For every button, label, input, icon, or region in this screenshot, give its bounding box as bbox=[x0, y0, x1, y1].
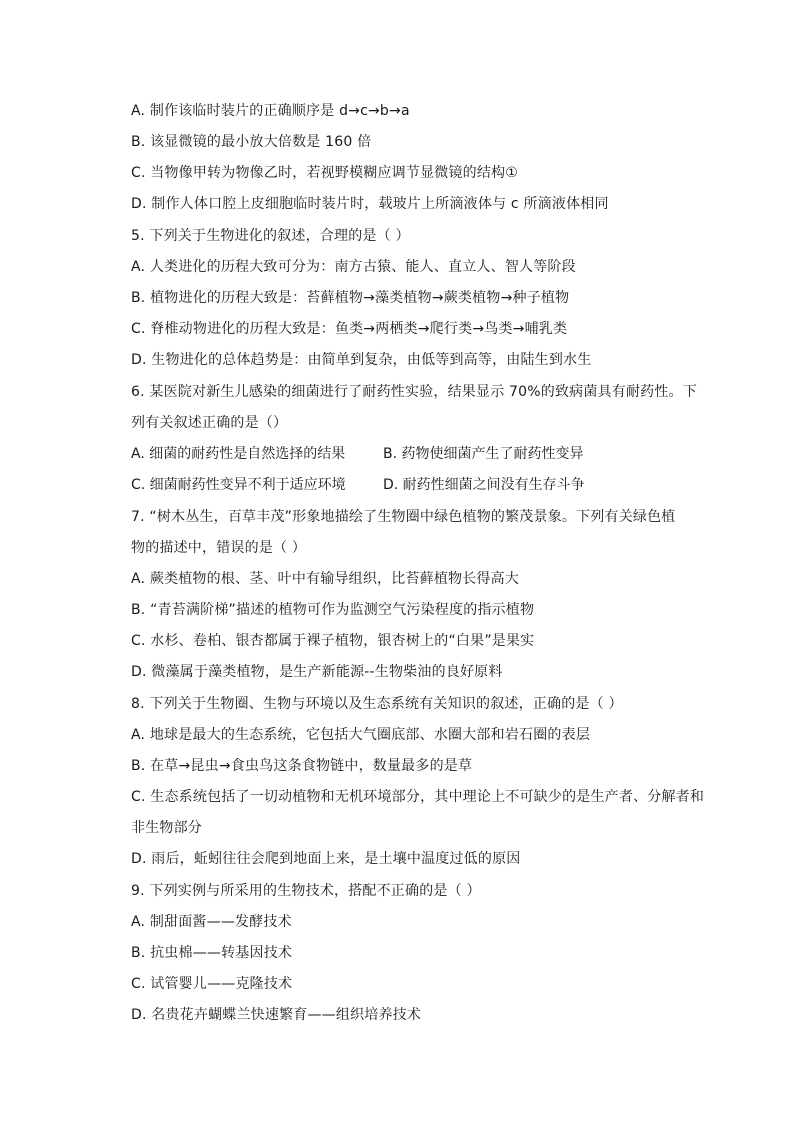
q6-option-b: B. 药物使细菌产生了耐药性变异 bbox=[383, 446, 584, 462]
q7-stem-line1: 7. “树木丛生，百草丰茂”形象地描绘了生物圈中绿色植物的繁茂景象。下列有关绿色植 bbox=[131, 509, 676, 525]
q6-stem-line2: 列有关叙述正确的是（） bbox=[131, 415, 288, 431]
q6-option-a: A. 细菌的耐药性是自然选择的结果 bbox=[131, 446, 346, 462]
q7-stem-line2: 物的描述中，错误的是（ ） bbox=[131, 540, 307, 556]
q8-option-c-line1: C. 生态系统包括了一切动植物和无机环境部分，其中理论上不可缺少的是生产者、分解者和 bbox=[131, 789, 705, 805]
q5-option-b: B. 植物进化的历程大致是：苔藓植物→藻类植物→蕨类植物→种子植物 bbox=[131, 290, 570, 306]
q7-option-a: A. 蕨类植物的根、茎、叶中有输导组织，比苔藓植物长得高大 bbox=[131, 571, 520, 587]
q5-option-c: C. 脊椎动物进化的历程大致是：鱼类→两栖类→爬行类→鸟类→哺乳类 bbox=[131, 321, 568, 337]
q6-option-c: C. 细菌耐药性变异不利于适应环境 bbox=[131, 477, 346, 493]
q5-option-a: A. 人类进化的历程大致可分为：南方古猿、能人、直立人、智人等阶段 bbox=[131, 259, 576, 275]
q5-option-d: D. 生物进化的总体趋势是：由简单到复杂，由低等到高等，由陆生到水生 bbox=[131, 352, 592, 368]
q6-option-d: D. 耐药性细菌之间没有生存斗争 bbox=[383, 477, 585, 493]
q9-option-b: B. 抗虫棉——转基因技术 bbox=[131, 945, 293, 961]
q8-option-a: A. 地球是最大的生态系统，它包括大气圈底部、水圈大部和岩石圈的表层 bbox=[131, 727, 591, 743]
q9-stem: 9. 下列实例与所采用的生物技术，搭配不正确的是（ ） bbox=[131, 883, 481, 899]
q6-stem-line1: 6. 某医院对新生儿感染的细菌进行了耐药性实验，结果显示 70%的致病菌具有耐药性。下 bbox=[131, 384, 697, 400]
q8-option-d: D. 雨后，蚯蚓往往会爬到地面上来，是土壤中温度过低的原因 bbox=[131, 851, 521, 867]
q4-option-b: B. 该显微镜的最小放大倍数是 160 倍 bbox=[131, 134, 372, 150]
q8-stem: 8. 下列关于生物圈、生物与环境以及生态系统有关知识的叙述，正确的是（ ） bbox=[131, 696, 623, 712]
q8-option-b: B. 在草→昆虫→食虫鸟这条食物链中，数量最多的是草 bbox=[131, 758, 473, 774]
q9-option-c: C. 试管婴儿——克隆技术 bbox=[131, 976, 293, 992]
q4-option-a: A. 制作该临时装片的正确顺序是 d→c→b→a bbox=[131, 103, 410, 119]
q5-stem: 5. 下列关于生物进化的叙述，合理的是（ ） bbox=[131, 228, 410, 244]
q7-option-b: B. “青苔满阶梯”描述的植物可作为监测空气污染程度的指示植物 bbox=[131, 602, 535, 618]
q9-option-d: D. 名贵花卉蝴蝶兰快速繁育——组织培养技术 bbox=[131, 1007, 422, 1023]
q7-option-c: C. 水杉、卷柏、银杏都属于裸子植物，银杏树上的“白果”是果实 bbox=[131, 633, 535, 649]
q4-option-d: D. 制作人体口腔上皮细胞临时装片时，载玻片上所滴液体与 c 所滴液体相同 bbox=[131, 196, 609, 212]
q4-option-c: C. 当物像甲转为物像乙时，若视野模糊应调节显微镜的结构① bbox=[131, 165, 519, 181]
q8-option-c-line2: 非生物部分 bbox=[131, 820, 202, 836]
q9-option-a: A. 制甜面酱——发酵技术 bbox=[131, 914, 292, 930]
q7-option-d: D. 微藻属于藻类植物，是生产新能源--生物柴油的良好原料 bbox=[131, 664, 503, 680]
